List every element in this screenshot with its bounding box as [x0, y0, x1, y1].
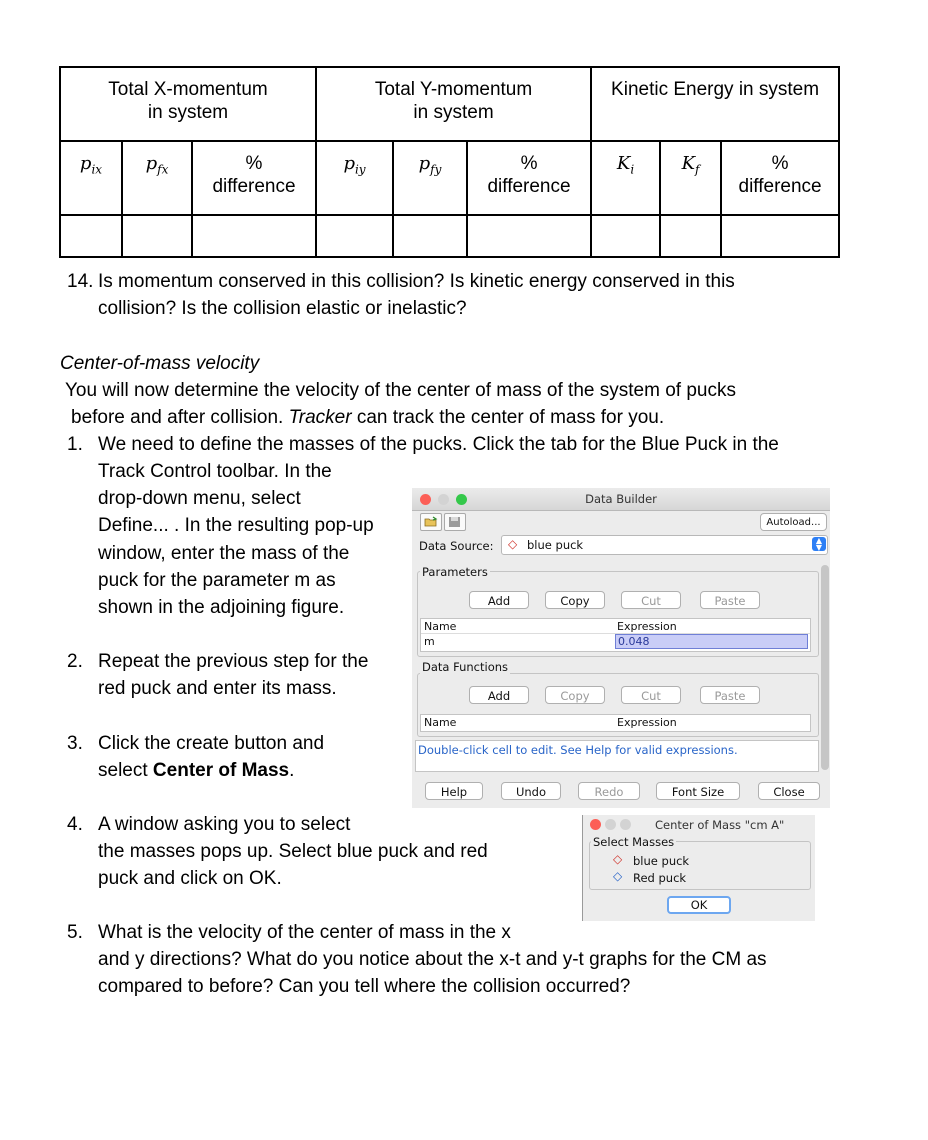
- step1-line: Track Control toolbar. In the: [98, 461, 332, 482]
- copy-parameter-button[interactable]: Copy: [545, 591, 605, 609]
- redo-button[interactable]: Redo: [578, 782, 640, 800]
- parameters-table: [420, 618, 811, 652]
- undo-button[interactable]: Undo: [501, 782, 561, 800]
- step2-line: red puck and enter its mass.: [98, 678, 337, 699]
- data-builder-window: [412, 488, 830, 808]
- col-y-difference: % difference: [467, 141, 591, 215]
- step2-line: Repeat the previous step for the: [98, 651, 369, 672]
- step1-line: window, enter the mass of the: [98, 543, 350, 564]
- step5-line: and y directions? What do you notice about the x-t and y-t graphs for the CM as: [98, 949, 767, 970]
- cut-function-button[interactable]: Cut: [621, 686, 681, 704]
- table-cell[interactable]: [467, 215, 591, 257]
- data-source-select[interactable]: [501, 535, 828, 555]
- q14-line1: Is momentum conserved in this collision? Is kinetic energy conserved in this: [98, 271, 735, 292]
- mass-option-label: Red puck: [633, 871, 687, 885]
- functions-name-header: Name: [424, 716, 457, 729]
- help-button[interactable]: Help: [425, 782, 483, 800]
- table-cell[interactable]: [192, 215, 316, 257]
- col-k-difference: % difference: [721, 141, 839, 215]
- copy-function-button[interactable]: Copy: [545, 686, 605, 704]
- hint-box: [415, 740, 819, 772]
- parameters-header-row: [421, 619, 810, 634]
- autoload-button[interactable]: Autoload...: [760, 513, 827, 531]
- step4-number: 4.: [67, 814, 83, 835]
- diamond-icon: ◇: [508, 537, 518, 551]
- ok-button[interactable]: OK: [667, 896, 731, 914]
- col-k-i: $K_i$: [591, 141, 660, 215]
- step4-line: puck and click on OK.: [98, 868, 282, 889]
- center-of-mass-dialog: [582, 815, 815, 921]
- data-source-value: blue puck: [527, 538, 584, 552]
- minimize-window-icon[interactable]: [605, 819, 616, 830]
- functions-label: Data Functions: [422, 660, 509, 674]
- diamond-icon: ◇: [613, 852, 623, 866]
- table-cell[interactable]: [393, 215, 467, 257]
- step4-line: A window asking you to select: [98, 814, 351, 835]
- step3-line: select Center of Mass.: [98, 760, 295, 781]
- table-cell[interactable]: [122, 215, 192, 257]
- window-title: Data Builder: [585, 492, 657, 506]
- step2-number: 2.: [67, 651, 83, 672]
- close-button[interactable]: Close: [758, 782, 820, 800]
- functions-table: [420, 714, 811, 732]
- step1-line: drop-down menu, select: [98, 488, 301, 509]
- paste-parameter-button[interactable]: Paste: [700, 591, 760, 609]
- table-cell[interactable]: [591, 215, 660, 257]
- q14-line2: collision? Is the collision elastic or inelastic?: [98, 298, 467, 319]
- add-function-button[interactable]: Add: [469, 686, 529, 704]
- header-kinetic-energy: Kinetic Energy in system: [591, 67, 839, 141]
- param-expression-cell[interactable]: 0.048: [615, 634, 808, 649]
- step5-number: 5.: [67, 922, 83, 943]
- section-heading: Center-of-mass velocity: [60, 353, 260, 374]
- vertical-scrollbar[interactable]: [821, 565, 829, 770]
- table-cell[interactable]: [660, 215, 721, 257]
- header-x-momentum: Total X-momentum in system: [60, 67, 316, 141]
- table-cell[interactable]: [60, 215, 122, 257]
- paste-function-button[interactable]: Paste: [700, 686, 760, 704]
- momentum-energy-table: [59, 66, 840, 258]
- save-disk-icon[interactable]: [444, 513, 466, 531]
- table-cell[interactable]: [316, 215, 393, 257]
- dialog-title-bar: [583, 815, 815, 833]
- step1-line: shown in the adjoining figure.: [98, 597, 345, 618]
- col-p-fy: $p_{fy}$: [393, 141, 467, 215]
- param-name-cell[interactable]: m: [424, 635, 435, 648]
- col-p-iy: $p_{iy}$: [316, 141, 393, 215]
- functions-expression-header: Expression: [617, 716, 677, 729]
- step5-line: compared to before? Can you tell where the collision occurred?: [98, 976, 631, 997]
- step1-line: puck for the parameter m as: [98, 570, 336, 591]
- mass-option-blue[interactable]: [613, 854, 803, 868]
- step4-line: the masses pops up. Select blue puck and red: [98, 841, 488, 862]
- close-window-icon[interactable]: [590, 819, 601, 830]
- col-k-f: $K_f$: [660, 141, 721, 215]
- section-intro-1: You will now determine the velocity of the center of mass of the system of pucks: [65, 380, 736, 401]
- cut-parameter-button[interactable]: Cut: [621, 591, 681, 609]
- dialog-title: Center of Mass "cm A": [655, 818, 785, 832]
- step3-line: Click the create button and: [98, 733, 325, 754]
- step1-number: 1.: [67, 434, 83, 455]
- data-source-label: Data Source:: [419, 539, 494, 553]
- col-p-ix: $p_{ix}$: [60, 141, 122, 215]
- q14-number: 14.: [67, 271, 94, 292]
- font-size-button[interactable]: Font Size: [656, 782, 740, 800]
- parameters-expression-header: Expression: [617, 620, 677, 633]
- mass-option-label: blue puck: [633, 854, 690, 868]
- open-folder-icon[interactable]: [420, 513, 442, 531]
- select-masses-label: Select Masses: [593, 835, 675, 849]
- parameters-name-header: Name: [424, 620, 457, 633]
- diamond-icon: ◇: [613, 869, 623, 883]
- section-intro-2: before and after collision. Tracker can track the center of mass for you.: [71, 407, 665, 428]
- hint-text: Double-click cell to edit. See Help for valid expressions.: [418, 743, 738, 757]
- col-x-difference: % difference: [192, 141, 316, 215]
- step3-number: 3.: [67, 733, 83, 754]
- parameters-label: Parameters: [422, 565, 488, 579]
- header-y-momentum: Total Y-momentum in system: [316, 67, 591, 141]
- table-cell[interactable]: [721, 215, 839, 257]
- step1-line: We need to define the masses of the pucks. Click the tab for the Blue Puck in the: [98, 434, 779, 455]
- mass-option-red[interactable]: [613, 871, 803, 885]
- step5-line: What is the velocity of the center of mass in the x: [98, 922, 511, 943]
- chevron-updown-icon[interactable]: ▲ ▼: [812, 537, 826, 551]
- step1-line: Define... . In the resulting pop-up: [98, 515, 374, 536]
- title-bar: [412, 488, 830, 511]
- col-p-fx: $p_{fx}$: [122, 141, 192, 215]
- zoom-window-icon[interactable]: [620, 819, 631, 830]
- add-parameter-button[interactable]: Add: [469, 591, 529, 609]
